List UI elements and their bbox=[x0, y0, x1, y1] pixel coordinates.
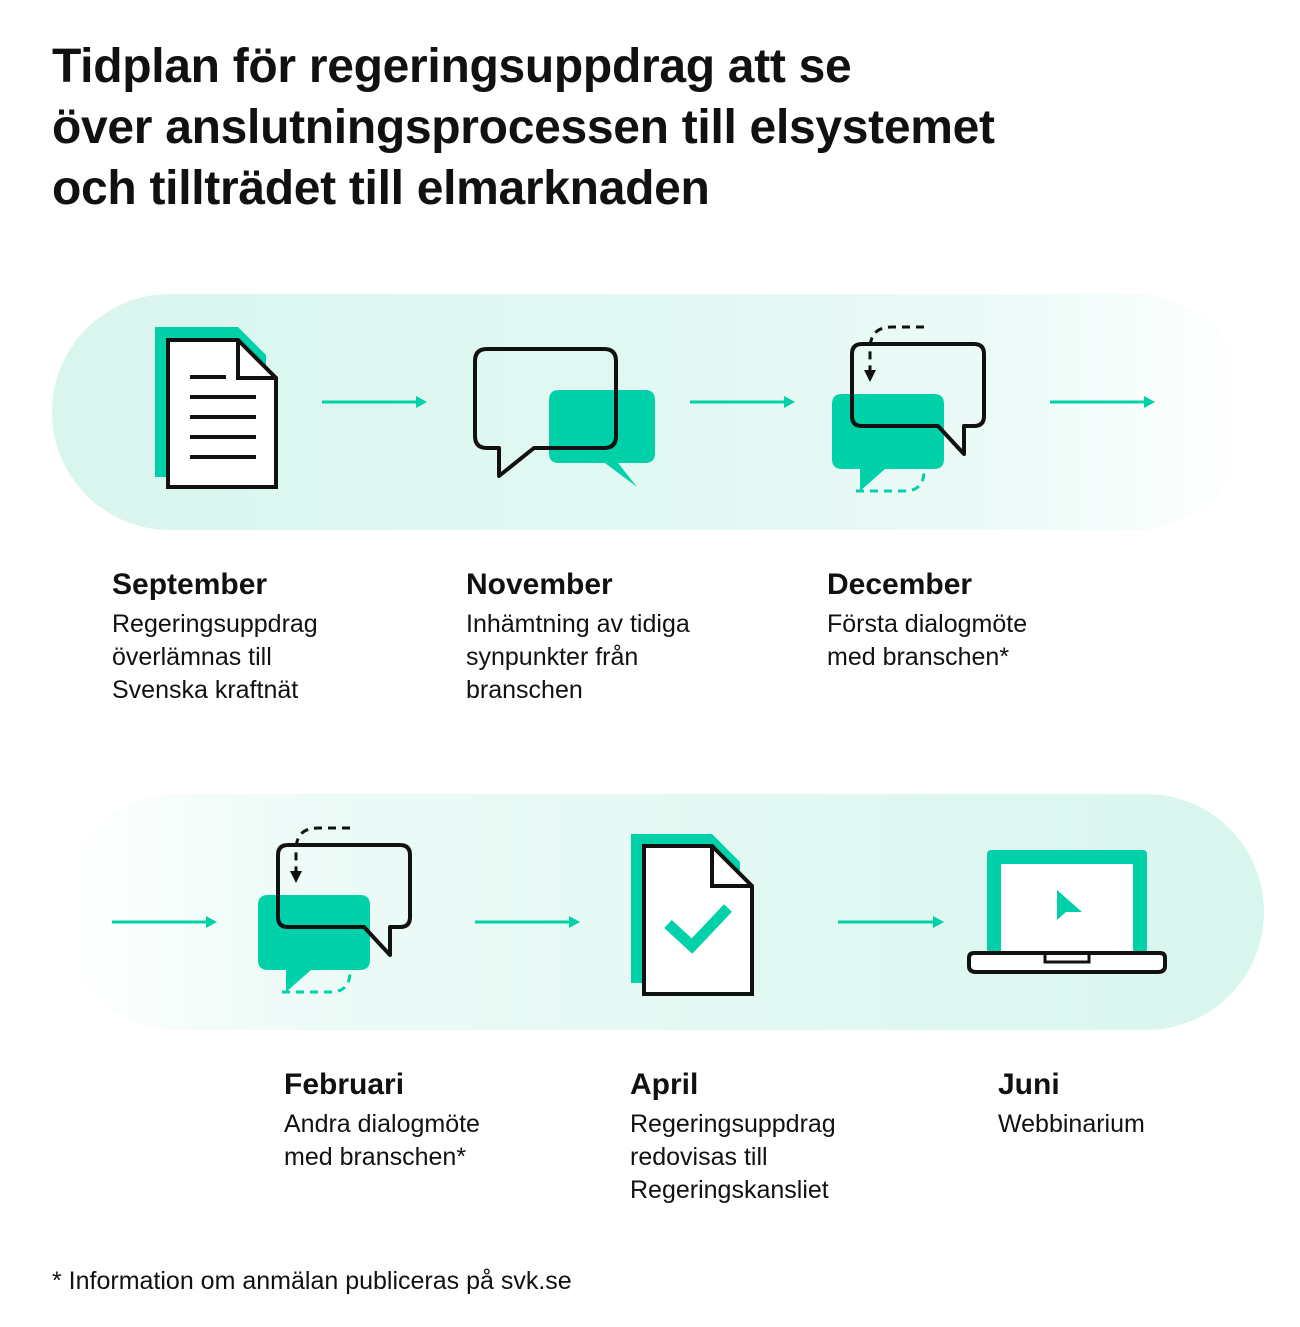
step-description-line: branschen bbox=[466, 676, 583, 704]
step-description bbox=[466, 608, 766, 707]
step-month: November bbox=[466, 568, 613, 601]
step-description bbox=[630, 1108, 930, 1207]
step-description bbox=[284, 1108, 584, 1174]
title-line: Tidplan för regeringsuppdrag att se bbox=[52, 40, 852, 93]
title-line: över anslutningsprocessen till elsystemet bbox=[52, 101, 995, 154]
step-description bbox=[827, 608, 1127, 674]
step-month: December bbox=[827, 568, 973, 601]
timeline-step-juni bbox=[998, 1067, 1298, 1141]
step-month: April bbox=[630, 1068, 699, 1101]
step-month: Februari bbox=[284, 1068, 405, 1101]
step-description-line: med branschen* bbox=[827, 643, 1010, 671]
step-description-line: Regeringsuppdrag bbox=[112, 610, 318, 638]
step-description bbox=[112, 608, 412, 707]
step-description-line: synpunkter från bbox=[466, 643, 639, 671]
document-icon bbox=[155, 327, 276, 487]
step-month: September bbox=[112, 568, 268, 601]
dialogue-exchange-icon bbox=[832, 327, 984, 491]
title-line: och tillträdet till elmarknaden bbox=[52, 162, 710, 215]
step-description-line: Webbinarium bbox=[998, 1110, 1145, 1138]
step-description-line: Svenska kraftnät bbox=[112, 676, 299, 704]
step-month: Juni bbox=[998, 1068, 1060, 1101]
speech-bubbles-icon bbox=[475, 349, 655, 487]
step-description bbox=[998, 1108, 1298, 1141]
step-description-line: med branschen* bbox=[284, 1143, 467, 1171]
timeline-step-april bbox=[630, 1067, 930, 1207]
step-description-line: Regeringsuppdrag bbox=[630, 1110, 836, 1138]
document-check-icon bbox=[631, 834, 752, 994]
timeline-step-februari bbox=[284, 1067, 584, 1174]
timeline-step-september bbox=[112, 567, 412, 707]
timeline-step-november bbox=[466, 567, 766, 707]
step-description-line: överlämnas till bbox=[112, 643, 272, 671]
step-description-line: Inhämtning av tidiga bbox=[466, 610, 690, 638]
step-description-line: redovisas till bbox=[630, 1143, 768, 1171]
timeline-step-december bbox=[827, 567, 1127, 674]
step-description-line: Första dialogmöte bbox=[827, 610, 1028, 638]
step-description-line: Regeringskansliet bbox=[630, 1176, 829, 1204]
footnote: * Information om anmälan publiceras på svk.se bbox=[52, 1267, 572, 1295]
laptop-icon bbox=[969, 850, 1165, 972]
step-description-line: Andra dialogmöte bbox=[284, 1110, 480, 1138]
dialogue-exchange-icon bbox=[258, 828, 410, 992]
